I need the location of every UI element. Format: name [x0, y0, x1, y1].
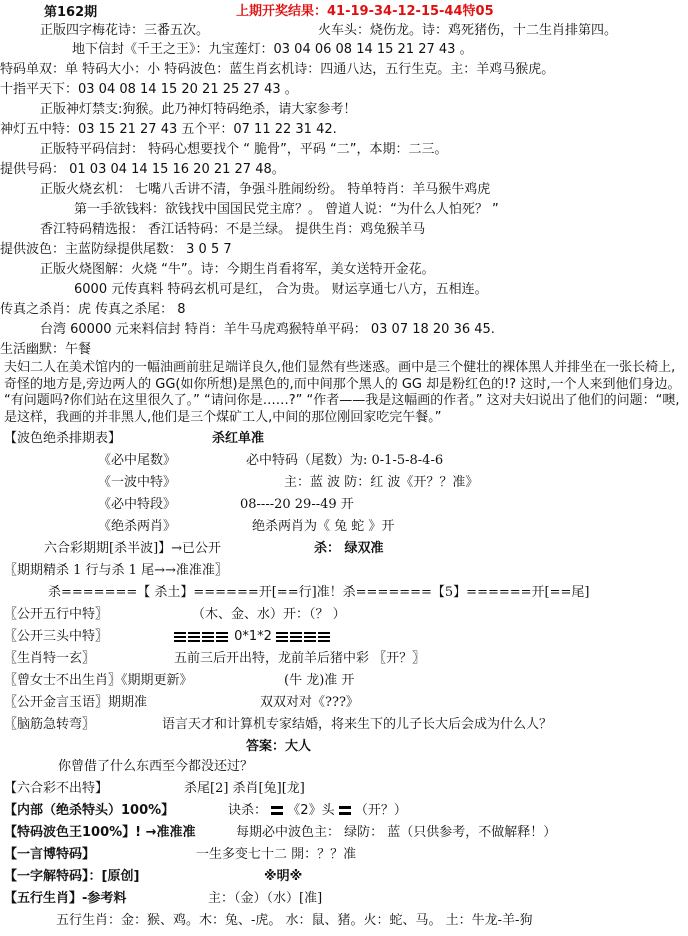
five-element-value: （木、金、水）开：（？ ）	[192, 607, 346, 622]
one-word-bet-label: 【一言博特码】	[4, 847, 96, 862]
riddle-answer: 答案：大人	[246, 739, 312, 754]
must-tail-label: 《必中尾数》	[98, 453, 177, 468]
three-head-label: 〖公开三头中特〗	[4, 629, 109, 644]
wave-king-label: 【特码波色王100%】! →准准准	[4, 825, 196, 840]
plum-poem: 正版四字梅花诗：三番五次。	[40, 23, 210, 38]
golden-words-value: 双双对对《???》	[260, 695, 359, 710]
provided-numbers: 提供号码： 01 03 04 14 15 16 20 21 27 48。	[0, 162, 285, 177]
humor-story: 夫妇二人在美术馆内的一幅油画前驻足端详良久,他们显然有些迷惑。画中是三个健壮的裸体黑人并排坐在一张长椅上,奇怪的地方是,旁边两人的 GG(如你所想)是黑色的,而中间那个黑人的 GG 却是粉红色的!? 这时,一个人来到他们身边。 “有问题吗?你们站在这里很久了。” “请问你是……?” “作者——我是这幅画的作者。” 这对夫妇说出了他们的问题：“噢,是这样，我画的并非黑人,他们是三个煤矿工人,中间的那位刚回家吃完午餐。”	[4, 360, 681, 425]
fax-material: 6000 元传真料 特码玄机可是红， 合为贵。 财运享通七八方，五相连。	[74, 282, 488, 297]
must-tail-value: 必中特码（尾数）为: 0-1-5-8-4-6	[246, 453, 444, 468]
madam-zeng-value: (牛 龙)准 开	[284, 673, 355, 688]
half-wave-value: 杀： 绿双准	[314, 541, 384, 556]
one-word-bet-value: 一生多变七十二 開：？？准	[196, 847, 357, 862]
fax-kill: 传真之杀肖：虎 传真之杀尾： 8	[0, 302, 186, 317]
lamp-prohibition: 正版神灯禁支:狗猴。此乃神灯特码绝杀，请大家参考！	[40, 102, 357, 117]
five-element-list: 五行生肖：金：猴、鸡。木：兔、-虎。 水：鼠、猪。火：蛇、马。 土：牛龙-羊-狗	[56, 913, 533, 928]
riddle-question: 语言天才和计算机专家结婚，将来生下的儿子长大后会成为什么人？	[162, 717, 553, 732]
fire-illustration: 正版火烧图解：火烧 “牛”。诗：今期生肖看将军，美女送特开金花。	[40, 262, 435, 277]
previous-result: 上期开奖结果：41-19-34-12-15-44特05	[236, 4, 494, 19]
internal-kill-label: 【内部（绝杀特头）100%】	[4, 803, 175, 818]
one-wave-value: 主：蓝 波 防：红 波《开？？准》	[284, 475, 479, 490]
kill-line-title: 〖期期精杀 1 行与杀 1 尾→→准准准〗	[4, 563, 228, 578]
zodiac-mystery-label: 〖生肖特一玄〗	[4, 651, 96, 666]
no-special-label: 【六合彩不出特】	[4, 781, 109, 796]
issue-number: 第162期	[44, 5, 98, 20]
double-bar-icon	[271, 806, 283, 815]
must-segment-value: 08----20 29--49 开	[240, 497, 354, 512]
one-char-value: ※明※	[264, 869, 303, 884]
five-element-zodiac-label: 【五行生肖】-参考料	[4, 891, 127, 906]
taiwan-envelope: 台湾 60000 元来料信封 特肖：羊牛马虎鸡猴特单平码： 03 07 18 20 36 45.	[40, 322, 495, 337]
first-hand-material: 第一手欲钱料：欲钱找中国国民党主席？。 曾道人说：“为什么人怕死？ ”	[74, 202, 499, 217]
kill-red: 杀红单准	[212, 431, 265, 446]
fire-mystery: 正版火烧玄机： 七嘴八舌讲不清，争强斗胜闹纷纷。 特单特肖：羊马猴牛鸡虎	[40, 182, 491, 197]
humor-title: 生活幽默：午餐	[0, 342, 92, 357]
five-element-label: 〖公开五行中特〗	[4, 607, 109, 622]
must-segment-label: 《必中特段》	[98, 497, 177, 512]
half-wave-label: 六合彩期期[杀半波]】→已公开	[44, 541, 222, 556]
kill-two-label: 《绝杀两肖》	[98, 519, 177, 534]
three-head-value: 0*1*2	[174, 628, 332, 645]
underground-envelope: 地下信封《千王之王》：九宝莲灯：03 04 06 08 14 15 21 27 43 。	[72, 42, 473, 57]
special-attributes: 特码单双：单 特码大小：小 特码波色：蓝生肖玄机诗：四通八达，五行生克。主：羊鸡马猴虎。	[0, 62, 555, 77]
bars-icon	[276, 632, 332, 642]
zodiac-mystery-value: 五前三后开出特，龙前羊后猪中彩 〖开？〗	[174, 651, 426, 666]
wave-king-value: 每期必中波色主： 绿防： 蓝（只供参考，不做解释！）	[236, 825, 557, 840]
five-element-zodiac-value: 主：（金）（水）[准]	[208, 891, 323, 906]
kill-line-detail: 杀=======【 杀土】======开[==行]准！杀=======【5】======开[==尾]	[48, 585, 590, 600]
internal-kill-value: 诀杀： 《2》头 （开？）	[228, 803, 407, 818]
hongkong-report: 香江特码精选报： 香江话特码：不是兰绿。 提供生肖：鸡兔猴羊马	[40, 222, 426, 237]
madam-zeng-label: 〖曾女士不出生肖〗《期期更新》	[4, 673, 193, 688]
one-char-label: 【一字解特码】：[原创]	[4, 869, 140, 884]
kill-two-value: 绝杀两肖为《 兔 蛇 》开	[252, 519, 395, 534]
borrow-question: 你曾借了什么东西至今都没还过？	[58, 759, 254, 774]
flat-code-envelope: 正版特平码信封： 特码心想要找个 “ 脆骨”，平码 “二”，本期：二三。	[40, 142, 448, 157]
wave-color: 提供波色：主蓝防绿提供尾数： 3 0 5 7	[0, 242, 232, 257]
lamp-five-numbers: 神灯五中特：03 15 21 27 43 五个平：07 11 22 31 42.	[0, 122, 337, 137]
bars-icon	[174, 632, 230, 642]
ten-fingers: 十指平天下：03 04 08 14 15 20 21 25 27 43 。	[0, 82, 298, 97]
train-head-poem: 火车头：烧伤龙。诗：鸡死猪伤，十二生肖排第四。	[318, 23, 618, 38]
double-bar-icon	[339, 806, 351, 815]
wave-schedule-title: 【波色绝杀排期表】	[4, 431, 122, 446]
golden-words-label: 〖公开金言玉语〗期期准	[4, 695, 148, 710]
one-wave-label: 《一波中特》	[98, 475, 177, 490]
riddle-label: 〖脑筋急转弯〗	[4, 717, 96, 732]
no-special-value: 杀尾[2] 杀肖[兔][龙]	[184, 781, 305, 796]
